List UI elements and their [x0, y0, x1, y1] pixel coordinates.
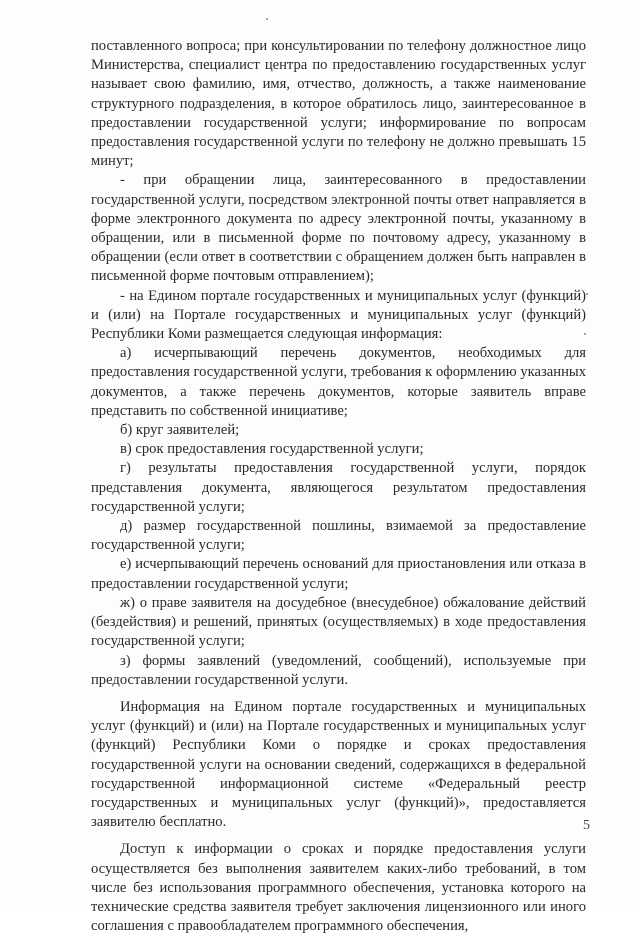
list-item-v: в) срок предоставления государственной услуги; [120, 441, 424, 458]
scan-speck [584, 333, 586, 335]
paragraph-email-response: - при обращении лица, заинтересованного в предоставлении государственной услуги, посредством электронной почты ответ направляется в форме электронного документа по адресу электронной почты, указанному в обращении, или в письменной форме по почтовому адресу, указанному в обращении (если ответ в соответствии с обращением должен быть направлен в письменной форме почтовым отправлением); [91, 172, 586, 285]
list-item-d: д) размер государственной пошлины, взимаемой за предоставление государственной услуги; [91, 518, 586, 554]
paragraph-consultation: поставленного вопроса; при консультировании по телефону должностное лицо Министерства, специалист центра по предоставлению государственных услуг называет свою фамилию, имя, отчество, должность, а также наименование структурного подразделения, в которое обратилось лицо, заинтересованное в предоставлении государственной услуги; информирование по вопросам предоставления государственной услуги по телефону не должно превышать 15 минут; [91, 38, 586, 170]
paragraph-portal-info: - на Едином портале государственных и муниципальных услуг (функций) и (или) на Портале государственных и муниципальных услуг (функций) Республики Коми размещается следующая информация: [91, 287, 586, 343]
page-number: 5 [583, 818, 590, 833]
list-item-g: г) результаты предоставления государственной услуги, порядок представления документа, являющегося результатом предоставления государственной услуги; [91, 460, 586, 515]
paragraph-portal-free-info: Информация на Едином портале государственных и муниципальных услуг (функций) и (или) на Портале государственных и муниципальных услуг (функций) Республики Коми о порядке и сроках предоставления государственной услуги на основании сведений, содержащихся в федеральной государственной информационной системе «Федеральный реестр государственных и муниципальных услуг (функций)», предоставляется заявителю бесплатно. [91, 698, 586, 831]
list-item-e: е) исчерпывающий перечень оснований для приостановления или отказа в предоставлении государственной услуги; [91, 556, 586, 592]
list-item-b: б) круг заявителей; [120, 422, 240, 439]
paragraph-access: Доступ к информации о сроках и порядке предоставления услуги осуществляется без выполнения заявителем каких-либо требований, в том числе без использования программного обеспечения, установка которого на технические средства заявителя требует заключения лицензионного или иного соглашения с правообладателем программного обеспечения, [91, 841, 586, 935]
list-item-a: а) исчерпывающий перечень документов, необходимых для предоставления государственной услуги, требования к оформлению указанных документов, а также перечень документов, которые заявитель вправе представить по собственной инициативе; [91, 345, 586, 419]
scan-speck [586, 293, 588, 295]
scan-speck [266, 18, 268, 20]
document-body [91, 37, 586, 936]
list-item-z: з) формы заявлений (уведомлений, сообщений), используемые при предоставлении государственной услуги. [91, 652, 586, 688]
list-item-zh: ж) о праве заявителя на досудебное (внесудебное) обжалование действий (бездействия) и решений, принятых (осуществляемых) в ходе предоставления государственной услуги; [91, 594, 586, 650]
